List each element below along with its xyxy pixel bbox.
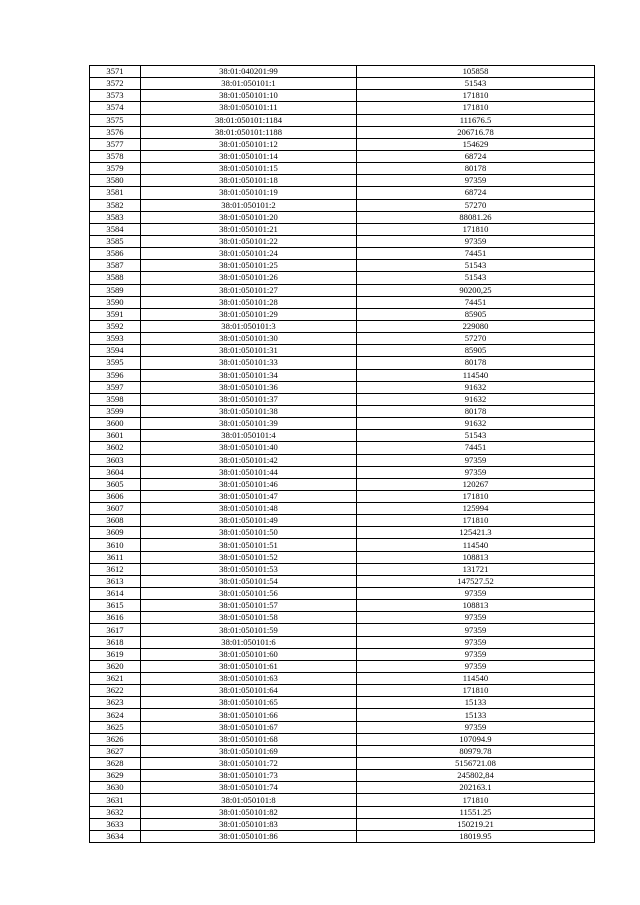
table-row bbox=[90, 381, 595, 393]
value-cell: 171810 bbox=[357, 90, 595, 102]
table-row bbox=[90, 272, 595, 284]
value-cell: 51543 bbox=[357, 430, 595, 442]
cadastral-number-cell: 38:01:050101:22 bbox=[141, 235, 357, 247]
cadastral-number-cell: 38:01:050101:47 bbox=[141, 490, 357, 502]
value-cell: 51543 bbox=[357, 260, 595, 272]
table-row bbox=[90, 770, 595, 782]
row-number-cell: 3584 bbox=[90, 223, 141, 235]
row-number-cell: 3571 bbox=[90, 66, 141, 78]
row-number-cell: 3633 bbox=[90, 818, 141, 830]
cadastral-number-cell: 38:01:050101:27 bbox=[141, 284, 357, 296]
value-cell: 120267 bbox=[357, 478, 595, 490]
row-number-cell: 3611 bbox=[90, 551, 141, 563]
value-cell: 97359 bbox=[357, 466, 595, 478]
cadastral-number-cell: 38:01:050101:1184 bbox=[141, 114, 357, 126]
table-row bbox=[90, 102, 595, 114]
table-row bbox=[90, 539, 595, 551]
row-number-cell: 3579 bbox=[90, 163, 141, 175]
value-cell: 80979.78 bbox=[357, 745, 595, 757]
value-cell: 150219.21 bbox=[357, 818, 595, 830]
row-number-cell: 3619 bbox=[90, 648, 141, 660]
row-number-cell: 3596 bbox=[90, 369, 141, 381]
table-row bbox=[90, 733, 595, 745]
row-number-cell: 3613 bbox=[90, 575, 141, 587]
value-cell: 125994 bbox=[357, 503, 595, 515]
cadastral-number-cell: 38:01:050101:34 bbox=[141, 369, 357, 381]
table-row bbox=[90, 442, 595, 454]
table-body bbox=[90, 66, 595, 843]
cadastral-number-cell: 38:01:050101:50 bbox=[141, 527, 357, 539]
table-row bbox=[90, 600, 595, 612]
cadastral-number-cell: 38:01:050101:46 bbox=[141, 478, 357, 490]
row-number-cell: 3576 bbox=[90, 126, 141, 138]
row-number-cell: 3617 bbox=[90, 624, 141, 636]
value-cell: 80178 bbox=[357, 357, 595, 369]
table-row bbox=[90, 503, 595, 515]
row-number-cell: 3612 bbox=[90, 563, 141, 575]
table-row bbox=[90, 66, 595, 78]
value-cell: 68724 bbox=[357, 150, 595, 162]
row-number-cell: 3621 bbox=[90, 673, 141, 685]
row-number-cell: 3590 bbox=[90, 296, 141, 308]
value-cell: 108813 bbox=[357, 551, 595, 563]
row-number-cell: 3585 bbox=[90, 235, 141, 247]
cadastral-number-cell: 38:01:050101:56 bbox=[141, 588, 357, 600]
value-cell: 97359 bbox=[357, 612, 595, 624]
cadastral-number-cell: 38:01:050101:26 bbox=[141, 272, 357, 284]
value-cell: 97359 bbox=[357, 175, 595, 187]
cadastral-number-cell: 38:01:050101:2 bbox=[141, 199, 357, 211]
row-number-cell: 3614 bbox=[90, 588, 141, 600]
row-number-cell: 3625 bbox=[90, 721, 141, 733]
row-number-cell: 3606 bbox=[90, 490, 141, 502]
cadastral-number-cell: 38:01:050101:6 bbox=[141, 636, 357, 648]
table-row bbox=[90, 430, 595, 442]
value-cell: 91632 bbox=[357, 381, 595, 393]
table-row bbox=[90, 418, 595, 430]
row-number-cell: 3601 bbox=[90, 430, 141, 442]
value-cell: 90200,25 bbox=[357, 284, 595, 296]
value-cell: 97359 bbox=[357, 648, 595, 660]
cadastral-number-cell: 38:01:050101:10 bbox=[141, 90, 357, 102]
row-number-cell: 3632 bbox=[90, 806, 141, 818]
table-row bbox=[90, 563, 595, 575]
table-row bbox=[90, 345, 595, 357]
table-row bbox=[90, 235, 595, 247]
row-number-cell: 3604 bbox=[90, 466, 141, 478]
row-number-cell: 3609 bbox=[90, 527, 141, 539]
row-number-cell: 3587 bbox=[90, 260, 141, 272]
table-row bbox=[90, 126, 595, 138]
table-row bbox=[90, 296, 595, 308]
row-number-cell: 3608 bbox=[90, 515, 141, 527]
table-row bbox=[90, 721, 595, 733]
table-row bbox=[90, 78, 595, 90]
table-row bbox=[90, 187, 595, 199]
cadastral-number-cell: 38:01:050101:39 bbox=[141, 418, 357, 430]
cadastral-number-cell: 38:01:050101:25 bbox=[141, 260, 357, 272]
table-row bbox=[90, 175, 595, 187]
cadastral-number-cell: 38:01:050101:54 bbox=[141, 575, 357, 587]
table-row bbox=[90, 260, 595, 272]
value-cell: 88081.26 bbox=[357, 211, 595, 223]
cadastral-number-cell: 38:01:050101:19 bbox=[141, 187, 357, 199]
cadastral-number-cell: 38:01:050101:18 bbox=[141, 175, 357, 187]
value-cell: 91632 bbox=[357, 418, 595, 430]
table-row bbox=[90, 588, 595, 600]
cadastral-number-cell: 38:01:050101:51 bbox=[141, 539, 357, 551]
cadastral-number-cell: 38:01:050101:58 bbox=[141, 612, 357, 624]
table-row bbox=[90, 90, 595, 102]
row-number-cell: 3616 bbox=[90, 612, 141, 624]
row-number-cell: 3603 bbox=[90, 454, 141, 466]
row-number-cell: 3634 bbox=[90, 830, 141, 842]
cadastral-number-cell: 38:01:050101:67 bbox=[141, 721, 357, 733]
row-number-cell: 3581 bbox=[90, 187, 141, 199]
table-row bbox=[90, 527, 595, 539]
cadastral-number-cell: 38:01:050101:24 bbox=[141, 248, 357, 260]
value-cell: 171810 bbox=[357, 102, 595, 114]
table-row bbox=[90, 320, 595, 332]
table-row bbox=[90, 515, 595, 527]
table-row bbox=[90, 830, 595, 842]
row-number-cell: 3615 bbox=[90, 600, 141, 612]
cadastral-number-cell: 38:01:050101:57 bbox=[141, 600, 357, 612]
table-row bbox=[90, 636, 595, 648]
cadastral-number-cell: 38:01:050101:72 bbox=[141, 758, 357, 770]
table-row bbox=[90, 211, 595, 223]
cadastral-number-cell: 38:01:050101:15 bbox=[141, 163, 357, 175]
table-row bbox=[90, 660, 595, 672]
value-cell: 171810 bbox=[357, 685, 595, 697]
cadastral-number-cell: 38:01:050101:61 bbox=[141, 660, 357, 672]
table-row bbox=[90, 333, 595, 345]
row-number-cell: 3610 bbox=[90, 539, 141, 551]
cadastral-number-cell: 38:01:050101:44 bbox=[141, 466, 357, 478]
value-cell: 15133 bbox=[357, 709, 595, 721]
table-row bbox=[90, 393, 595, 405]
cadastral-number-cell: 38:01:050101:3 bbox=[141, 320, 357, 332]
value-cell: 131721 bbox=[357, 563, 595, 575]
value-cell: 74451 bbox=[357, 248, 595, 260]
row-number-cell: 3593 bbox=[90, 333, 141, 345]
table-row bbox=[90, 490, 595, 502]
row-number-cell: 3629 bbox=[90, 770, 141, 782]
table-row bbox=[90, 818, 595, 830]
table-row bbox=[90, 685, 595, 697]
value-cell: 74451 bbox=[357, 296, 595, 308]
row-number-cell: 3588 bbox=[90, 272, 141, 284]
value-cell: 15133 bbox=[357, 697, 595, 709]
cadastral-number-cell: 38:01:050101:59 bbox=[141, 624, 357, 636]
value-cell: 80178 bbox=[357, 163, 595, 175]
value-cell: 171810 bbox=[357, 223, 595, 235]
cadastral-number-cell: 38:01:040201:99 bbox=[141, 66, 357, 78]
value-cell: 57270 bbox=[357, 199, 595, 211]
row-number-cell: 3597 bbox=[90, 381, 141, 393]
table-row bbox=[90, 709, 595, 721]
value-cell: 202163.1 bbox=[357, 782, 595, 794]
table-row bbox=[90, 357, 595, 369]
value-cell: 51543 bbox=[357, 272, 595, 284]
table-row bbox=[90, 551, 595, 563]
cadastral-number-cell: 38:01:050101:31 bbox=[141, 345, 357, 357]
table-row bbox=[90, 478, 595, 490]
cadastral-number-cell: 38:01:050101:48 bbox=[141, 503, 357, 515]
row-number-cell: 3580 bbox=[90, 175, 141, 187]
table-row bbox=[90, 466, 595, 478]
value-cell: 97359 bbox=[357, 624, 595, 636]
table-row bbox=[90, 612, 595, 624]
table-row bbox=[90, 697, 595, 709]
value-cell: 18019.95 bbox=[357, 830, 595, 842]
row-number-cell: 3630 bbox=[90, 782, 141, 794]
value-cell: 125421.3 bbox=[357, 527, 595, 539]
table-row bbox=[90, 794, 595, 806]
row-number-cell: 3591 bbox=[90, 308, 141, 320]
cadastral-number-cell: 38:01:050101:29 bbox=[141, 308, 357, 320]
value-cell: 97359 bbox=[357, 454, 595, 466]
row-number-cell: 3594 bbox=[90, 345, 141, 357]
row-number-cell: 3595 bbox=[90, 357, 141, 369]
value-cell: 97359 bbox=[357, 721, 595, 733]
cadastral-number-cell: 38:01:050101:8 bbox=[141, 794, 357, 806]
value-cell: 107094.9 bbox=[357, 733, 595, 745]
cadastral-value-table bbox=[89, 65, 595, 843]
cadastral-number-cell: 38:01:050101:83 bbox=[141, 818, 357, 830]
value-cell: 171810 bbox=[357, 794, 595, 806]
value-cell: 97359 bbox=[357, 235, 595, 247]
table-row bbox=[90, 199, 595, 211]
cadastral-number-cell: 38:01:050101:4 bbox=[141, 430, 357, 442]
value-cell: 108813 bbox=[357, 600, 595, 612]
value-cell: 57270 bbox=[357, 333, 595, 345]
table-row bbox=[90, 248, 595, 260]
value-cell: 171810 bbox=[357, 515, 595, 527]
cadastral-number-cell: 38:01:050101:20 bbox=[141, 211, 357, 223]
table-row bbox=[90, 745, 595, 757]
value-cell: 5156721.08 bbox=[357, 758, 595, 770]
table-row bbox=[90, 163, 595, 175]
cadastral-number-cell: 38:01:050101:42 bbox=[141, 454, 357, 466]
row-number-cell: 3600 bbox=[90, 418, 141, 430]
row-number-cell: 3599 bbox=[90, 405, 141, 417]
cadastral-number-cell: 38:01:050101:86 bbox=[141, 830, 357, 842]
value-cell: 68724 bbox=[357, 187, 595, 199]
value-cell: 85905 bbox=[357, 308, 595, 320]
row-number-cell: 3627 bbox=[90, 745, 141, 757]
value-cell: 97359 bbox=[357, 636, 595, 648]
cadastral-number-cell: 38:01:050101:30 bbox=[141, 333, 357, 345]
row-number-cell: 3605 bbox=[90, 478, 141, 490]
table-row bbox=[90, 806, 595, 818]
value-cell: 114540 bbox=[357, 369, 595, 381]
row-number-cell: 3598 bbox=[90, 393, 141, 405]
table-row bbox=[90, 782, 595, 794]
cadastral-number-cell: 38:01:050101:64 bbox=[141, 685, 357, 697]
cadastral-number-cell: 38:01:050101:66 bbox=[141, 709, 357, 721]
value-cell: 97359 bbox=[357, 660, 595, 672]
table-row bbox=[90, 284, 595, 296]
table-row bbox=[90, 138, 595, 150]
cadastral-number-cell: 38:01:050101:60 bbox=[141, 648, 357, 660]
value-cell: 11551.25 bbox=[357, 806, 595, 818]
row-number-cell: 3592 bbox=[90, 320, 141, 332]
value-cell: 245802,84 bbox=[357, 770, 595, 782]
value-cell: 114540 bbox=[357, 539, 595, 551]
value-cell: 154629 bbox=[357, 138, 595, 150]
cadastral-number-cell: 38:01:050101:1188 bbox=[141, 126, 357, 138]
cadastral-number-cell: 38:01:050101:36 bbox=[141, 381, 357, 393]
value-cell: 147527.52 bbox=[357, 575, 595, 587]
table-row bbox=[90, 624, 595, 636]
cadastral-number-cell: 38:01:050101:63 bbox=[141, 673, 357, 685]
row-number-cell: 3572 bbox=[90, 78, 141, 90]
cadastral-number-cell: 38:01:050101:52 bbox=[141, 551, 357, 563]
cadastral-number-cell: 38:01:050101:53 bbox=[141, 563, 357, 575]
row-number-cell: 3583 bbox=[90, 211, 141, 223]
row-number-cell: 3574 bbox=[90, 102, 141, 114]
cadastral-number-cell: 38:01:050101:49 bbox=[141, 515, 357, 527]
row-number-cell: 3578 bbox=[90, 150, 141, 162]
row-number-cell: 3618 bbox=[90, 636, 141, 648]
value-cell: 91632 bbox=[357, 393, 595, 405]
row-number-cell: 3577 bbox=[90, 138, 141, 150]
table-row bbox=[90, 150, 595, 162]
table-row bbox=[90, 369, 595, 381]
cadastral-number-cell: 38:01:050101:69 bbox=[141, 745, 357, 757]
row-number-cell: 3628 bbox=[90, 758, 141, 770]
cadastral-number-cell: 38:01:050101:28 bbox=[141, 296, 357, 308]
table-row bbox=[90, 648, 595, 660]
cadastral-number-cell: 38:01:050101:33 bbox=[141, 357, 357, 369]
row-number-cell: 3631 bbox=[90, 794, 141, 806]
cadastral-number-cell: 38:01:050101:65 bbox=[141, 697, 357, 709]
row-number-cell: 3607 bbox=[90, 503, 141, 515]
table-row bbox=[90, 405, 595, 417]
table-row bbox=[90, 758, 595, 770]
cadastral-number-cell: 38:01:050101:37 bbox=[141, 393, 357, 405]
row-number-cell: 3622 bbox=[90, 685, 141, 697]
value-cell: 51543 bbox=[357, 78, 595, 90]
cadastral-number-cell: 38:01:050101:12 bbox=[141, 138, 357, 150]
table-row bbox=[90, 575, 595, 587]
value-cell: 85905 bbox=[357, 345, 595, 357]
table-row bbox=[90, 308, 595, 320]
value-cell: 105858 bbox=[357, 66, 595, 78]
cadastral-number-cell: 38:01:050101:38 bbox=[141, 405, 357, 417]
row-number-cell: 3602 bbox=[90, 442, 141, 454]
cadastral-number-cell: 38:01:050101:73 bbox=[141, 770, 357, 782]
row-number-cell: 3620 bbox=[90, 660, 141, 672]
table-row bbox=[90, 223, 595, 235]
table-row bbox=[90, 114, 595, 126]
cadastral-number-cell: 38:01:050101:1 bbox=[141, 78, 357, 90]
cadastral-number-cell: 38:01:050101:14 bbox=[141, 150, 357, 162]
value-cell: 206716.78 bbox=[357, 126, 595, 138]
value-cell: 171810 bbox=[357, 490, 595, 502]
cadastral-number-cell: 38:01:050101:21 bbox=[141, 223, 357, 235]
value-cell: 80178 bbox=[357, 405, 595, 417]
value-cell: 229080 bbox=[357, 320, 595, 332]
row-number-cell: 3626 bbox=[90, 733, 141, 745]
row-number-cell: 3586 bbox=[90, 248, 141, 260]
cadastral-number-cell: 38:01:050101:40 bbox=[141, 442, 357, 454]
table-row bbox=[90, 673, 595, 685]
row-number-cell: 3589 bbox=[90, 284, 141, 296]
value-cell: 114540 bbox=[357, 673, 595, 685]
cadastral-number-cell: 38:01:050101:68 bbox=[141, 733, 357, 745]
row-number-cell: 3575 bbox=[90, 114, 141, 126]
value-cell: 74451 bbox=[357, 442, 595, 454]
row-number-cell: 3573 bbox=[90, 90, 141, 102]
cadastral-number-cell: 38:01:050101:74 bbox=[141, 782, 357, 794]
row-number-cell: 3624 bbox=[90, 709, 141, 721]
table-row bbox=[90, 454, 595, 466]
cadastral-number-cell: 38:01:050101:11 bbox=[141, 102, 357, 114]
row-number-cell: 3623 bbox=[90, 697, 141, 709]
value-cell: 97359 bbox=[357, 588, 595, 600]
row-number-cell: 3582 bbox=[90, 199, 141, 211]
cadastral-number-cell: 38:01:050101:82 bbox=[141, 806, 357, 818]
value-cell: 111676.5 bbox=[357, 114, 595, 126]
